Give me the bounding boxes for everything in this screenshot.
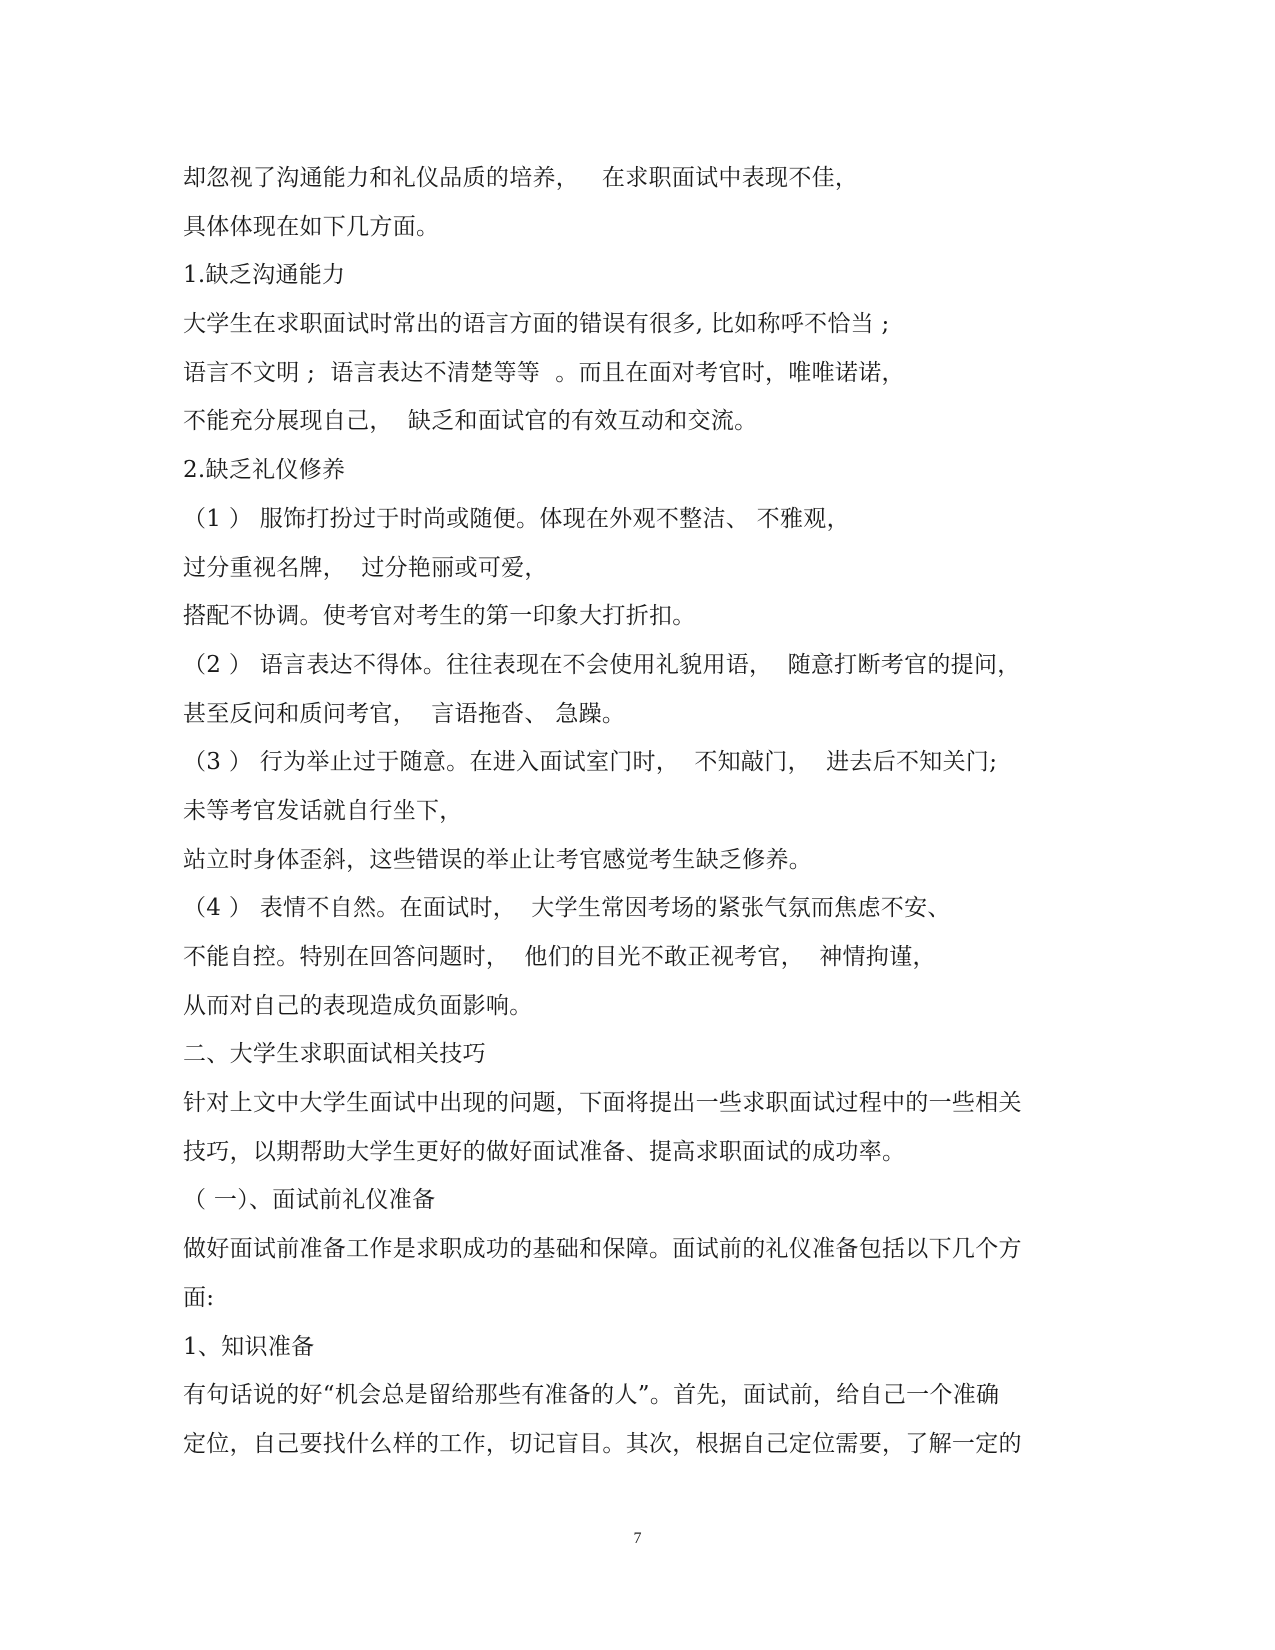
text-line: 面: xyxy=(183,1284,215,1311)
text-line: 大学生在求职面试时常出的语言方面的错误有很多, 比如称呼不恰当 ; xyxy=(183,311,890,338)
text-line: 甚至反问和质问考官， 言语拖沓、 急躁。 xyxy=(183,700,626,727)
text-line: 技巧，以期帮助大学生更好的做好面试准备、提高求职面试的成功率。 xyxy=(183,1138,906,1165)
subsection-heading: （ 一）、面试前礼仪准备 xyxy=(183,1187,436,1214)
text-line: 站立时身体歪斜，这些错误的举止让考官感觉考生缺乏修养。 xyxy=(183,846,813,873)
page-number: 7 xyxy=(633,1530,642,1547)
text-line: 具体体现在如下几方面。 xyxy=(183,213,440,240)
text-line: 过分重视名牌， 过分艳丽或可爱， xyxy=(183,554,548,581)
text-line: 不能充分展现自己， 缺乏和面试官的有效互动和交流。 xyxy=(183,408,758,435)
text-line: （2 ） 语言表达不得体。往往表现在不会使用礼貌用语， 随意打断考官的提问， xyxy=(183,651,1021,678)
section-heading: 2.缺乏礼仪修养 xyxy=(183,457,346,484)
section-heading: 二、大学生求职面试相关技巧 xyxy=(183,1041,486,1068)
section-heading: 1、知识准备 xyxy=(183,1333,315,1360)
text-line: 不能自控。特别在回答问题时， 他们的目光不敢正视考官， 神情拘谨， xyxy=(183,944,936,970)
text-line: 针对上文中大学生面试中出现的问题，下面将提出一些求职面试过程中的一些相关 xyxy=(183,1090,1022,1117)
text-line: 却忽视了沟通能力和礼仪品质的培养， 在求职面试中表现不佳， xyxy=(183,165,859,191)
text-line: 语言不文明 ; 语言表达不清楚等等 。而且在面对考官时，唯唯诺诺， xyxy=(183,359,905,386)
text-line: 有句话说的好“机会总是留给那些有准备的人”。首先，面试前，给自己一个准确 xyxy=(183,1382,1000,1409)
text-line: （3 ） 行为举止过于随意。在进入面试室门时， 不知敲门， 进去后不知关门; xyxy=(183,749,998,776)
text-line: 做好面试前准备工作是求职成功的基础和保障。面试前的礼仪准备包括以下几个方 xyxy=(183,1236,1022,1263)
text-line: （1 ） 服饰打扮过于时尚或随便。体现在外观不整洁、 不雅观， xyxy=(183,505,850,532)
section-heading: 1.缺乏沟通能力 xyxy=(183,262,346,289)
body-text xyxy=(183,154,1083,1469)
text-line: 搭配不协调。使考官对考生的第一印象大打折扣。 xyxy=(183,603,696,630)
text-line: （4 ） 表情不自然。在面试时， 大学生常因考场的紧张气氛而焦虑不安、 xyxy=(183,895,951,922)
text-line: 从而对自己的表现造成负面影响。 xyxy=(183,992,533,1019)
text-line: 未等考官发话就自行坐下， xyxy=(183,797,463,824)
text-line: 定位，自己要找什么样的工作，切记盲目。其次，根据自己定位需要，了解一定的 xyxy=(183,1430,1022,1457)
